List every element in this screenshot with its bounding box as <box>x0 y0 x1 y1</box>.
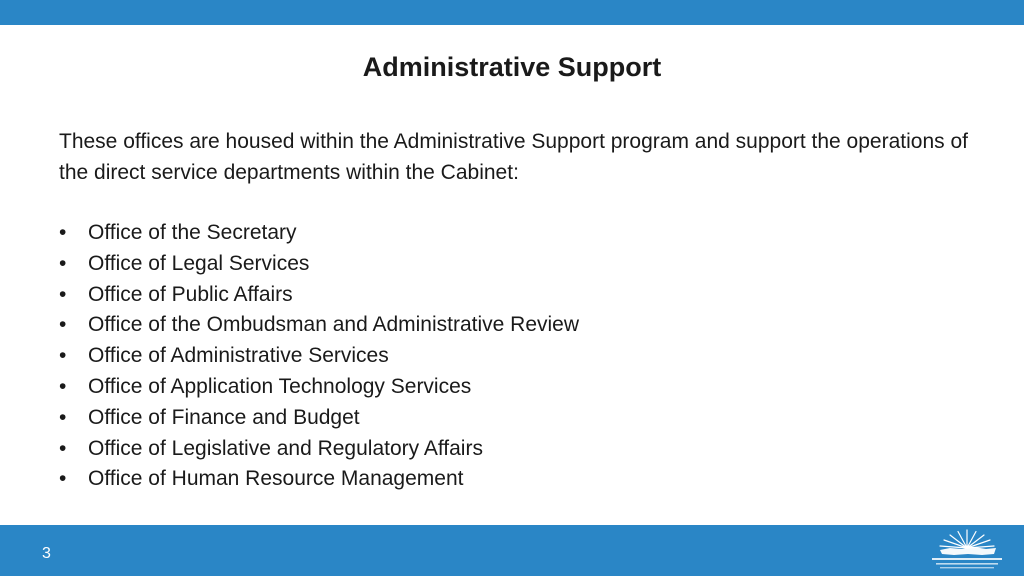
bullet-icon: • <box>59 282 67 306</box>
office-list <box>59 218 959 495</box>
office-name: Office of Finance and Budget <box>88 405 360 429</box>
list-item <box>59 434 959 465</box>
page-number: 3 <box>42 545 51 562</box>
bullet-icon: • <box>59 405 67 429</box>
office-name: Office of Administrative Services <box>88 344 389 368</box>
bullet-icon: • <box>59 313 67 337</box>
bullet-icon: • <box>59 436 67 460</box>
list-item <box>59 464 959 495</box>
list-item <box>59 218 959 249</box>
office-name: Office of Public Affairs <box>88 282 293 306</box>
list-item <box>59 310 959 341</box>
bullet-icon: • <box>59 467 67 491</box>
slide-title: Administrative Support <box>362 52 662 82</box>
bullet-icon: • <box>59 221 67 244</box>
bullet-icon: • <box>59 251 67 275</box>
bullet-icon: • <box>59 344 67 368</box>
list-item <box>59 249 959 280</box>
list-item <box>59 403 959 434</box>
sunrise-logo-icon <box>922 528 1012 574</box>
bullet-icon: • <box>59 374 67 398</box>
office-name: Office of Human Resource Management <box>88 467 464 491</box>
office-name: Office of Legislative and Regulatory Affairs <box>88 436 483 460</box>
office-name: Office of Application Technology Services <box>88 374 472 398</box>
top-accent-bar <box>0 0 1024 25</box>
bottom-accent-bar <box>0 525 1024 576</box>
list-item <box>59 372 959 403</box>
office-name: Office of the Ombudsman and Administrative Review <box>88 313 580 337</box>
office-name: Office of Legal Services <box>88 251 310 275</box>
list-item <box>59 341 959 372</box>
intro-paragraph: These offices are housed within the Administrative Support program and support the operations of the direct service departments within the Cabinet: <box>59 130 968 184</box>
office-name: Office of the Secretary <box>88 221 297 244</box>
list-item <box>59 280 959 311</box>
